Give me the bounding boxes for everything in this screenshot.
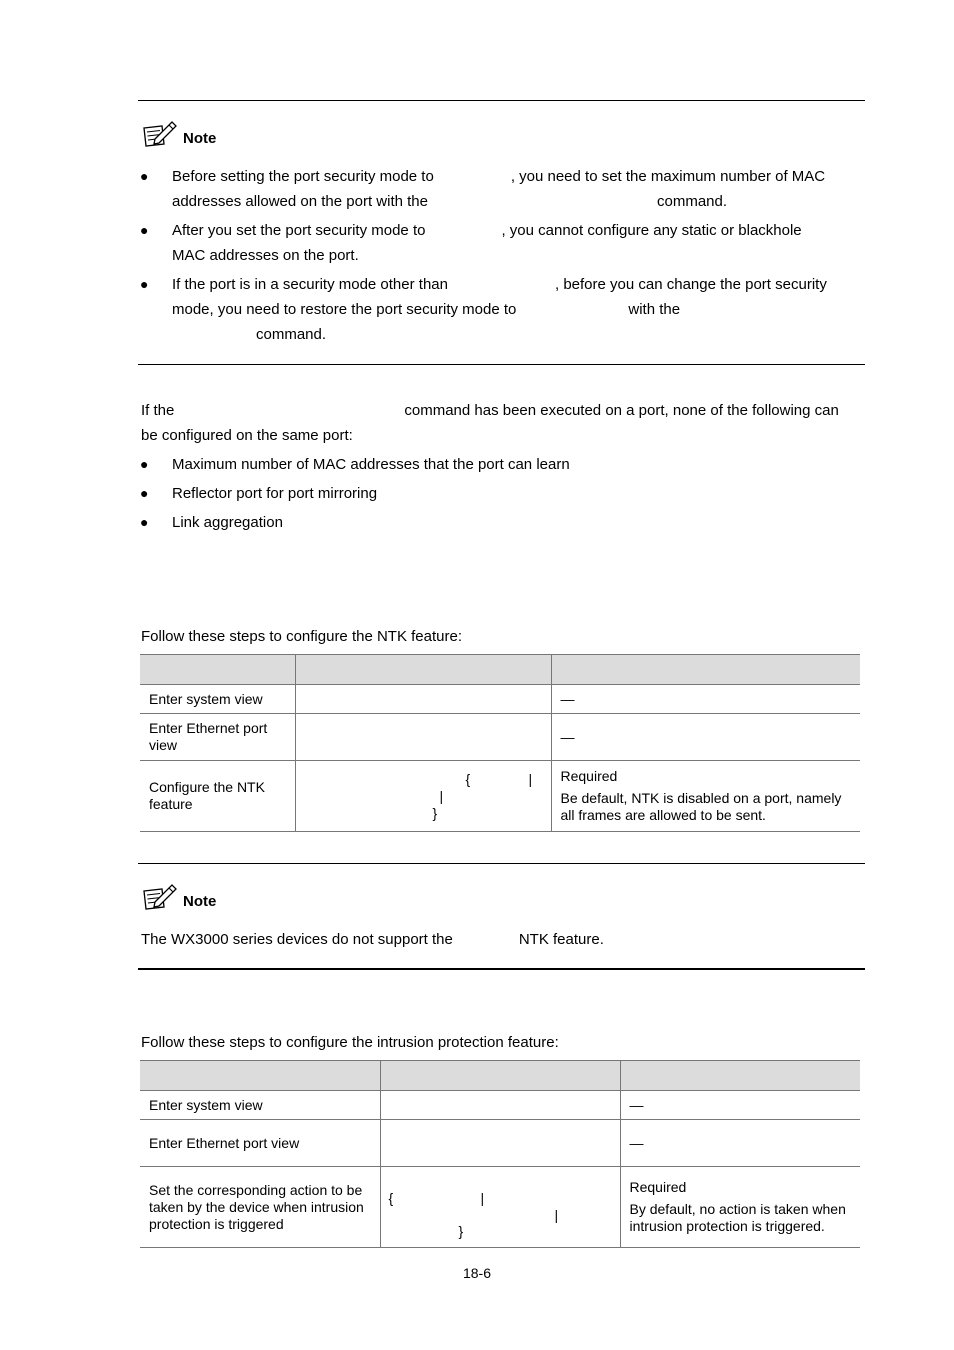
note-pencil-icon [141, 120, 177, 148]
note-top-rule [138, 863, 865, 864]
command-cell [380, 1167, 620, 1248]
note-bottom-rule [138, 968, 865, 970]
table-row [140, 761, 860, 832]
restriction-paragraph: If the command has been executed on a port, none of the following can be configured on the same port: [141, 402, 839, 444]
top-rule [138, 100, 865, 101]
note-bullet-3: If the port is in a security mode other than , before you can change the port security mode, you need to restore the port security mode to with the command. [172, 276, 827, 343]
ntk-intro: Follow these steps to configure the NTK feature: [141, 628, 462, 645]
header-cell [140, 1061, 380, 1091]
table-row [140, 1091, 860, 1120]
syntax-bar: | [480, 1190, 485, 1206]
restriction-item: Reflector port for port mirroring [172, 485, 378, 502]
note-bullet-1: Before setting the port security mode to , you need to set the maximum number of MAC addresses allowed on the port with the command. [172, 168, 826, 210]
note-header [141, 883, 216, 911]
note-bottom-rule [138, 364, 865, 365]
syntax-bar: | [528, 771, 533, 787]
operation-cell: Set the corresponding action to be taken by the device when intrusion protection is triggered [140, 1167, 380, 1248]
note-label: Note [183, 893, 217, 910]
command-cell [295, 761, 551, 832]
note-bullet-2: After you set the port security mode to , you cannot configure any static or blackhole MAC addresses on the port. [172, 222, 802, 264]
header-cell [551, 655, 860, 685]
intrusion-steps-table [140, 1060, 860, 1248]
syntax-bar: | [439, 788, 444, 804]
command-cell [295, 685, 551, 714]
operation-cell: Enter Ethernet port view [140, 714, 295, 761]
note-label: Note [183, 130, 217, 147]
table-row [140, 1120, 860, 1167]
remark-cell: Required By default, no action is taken when intrusion protection is triggered. [620, 1167, 860, 1248]
restriction-item: Maximum number of MAC addresses that the port can learn [172, 456, 570, 473]
bullet-dot: ● [140, 168, 149, 184]
command-cell [295, 714, 551, 761]
header-cell [295, 655, 551, 685]
table-row [140, 685, 860, 714]
bullet-dot: ● [140, 222, 149, 238]
note-header [141, 120, 216, 148]
header-cell [140, 655, 295, 685]
header-cell [620, 1061, 860, 1091]
operation-cell: Enter system view [140, 1091, 380, 1120]
operation-cell: Enter system view [140, 685, 295, 714]
syntax-brace: { [388, 1190, 394, 1206]
bullet-dot: ● [140, 456, 149, 472]
operation-cell: Configure the NTK feature [140, 761, 295, 832]
table-row [140, 714, 860, 761]
remark-cell: — [620, 1120, 860, 1167]
bullet-dot: ● [140, 276, 149, 292]
page-number: 18-6 [462, 1265, 492, 1281]
remark-cell: — [551, 685, 860, 714]
table-header-row [140, 1061, 860, 1091]
bullet-dot: ● [140, 514, 149, 530]
syntax-brace: { [465, 771, 471, 787]
header-cell [380, 1061, 620, 1091]
note-pencil-icon [141, 883, 177, 911]
restriction-item: Link aggregation [172, 514, 283, 531]
command-cell [380, 1120, 620, 1167]
remark-cell: — [620, 1091, 860, 1120]
remark-cell: — [551, 714, 860, 761]
table-row [140, 1167, 860, 1248]
command-cell [380, 1091, 620, 1120]
bullet-dot: ● [140, 485, 149, 501]
operation-cell: Enter Ethernet port view [140, 1120, 380, 1167]
table-header-row [140, 655, 860, 685]
intrusion-intro: Follow these steps to configure the intrusion protection feature: [141, 1034, 559, 1051]
syntax-brace: } [458, 1223, 464, 1239]
syntax-bar: | [554, 1207, 559, 1223]
ntk-steps-table [140, 654, 860, 832]
note-text: The WX3000 series devices do not support the NTK feature. [141, 931, 604, 948]
syntax-brace: } [432, 805, 438, 821]
remark-cell: Required Be default, NTK is disabled on a port, namely all frames are allowed to be sent. [551, 761, 860, 832]
